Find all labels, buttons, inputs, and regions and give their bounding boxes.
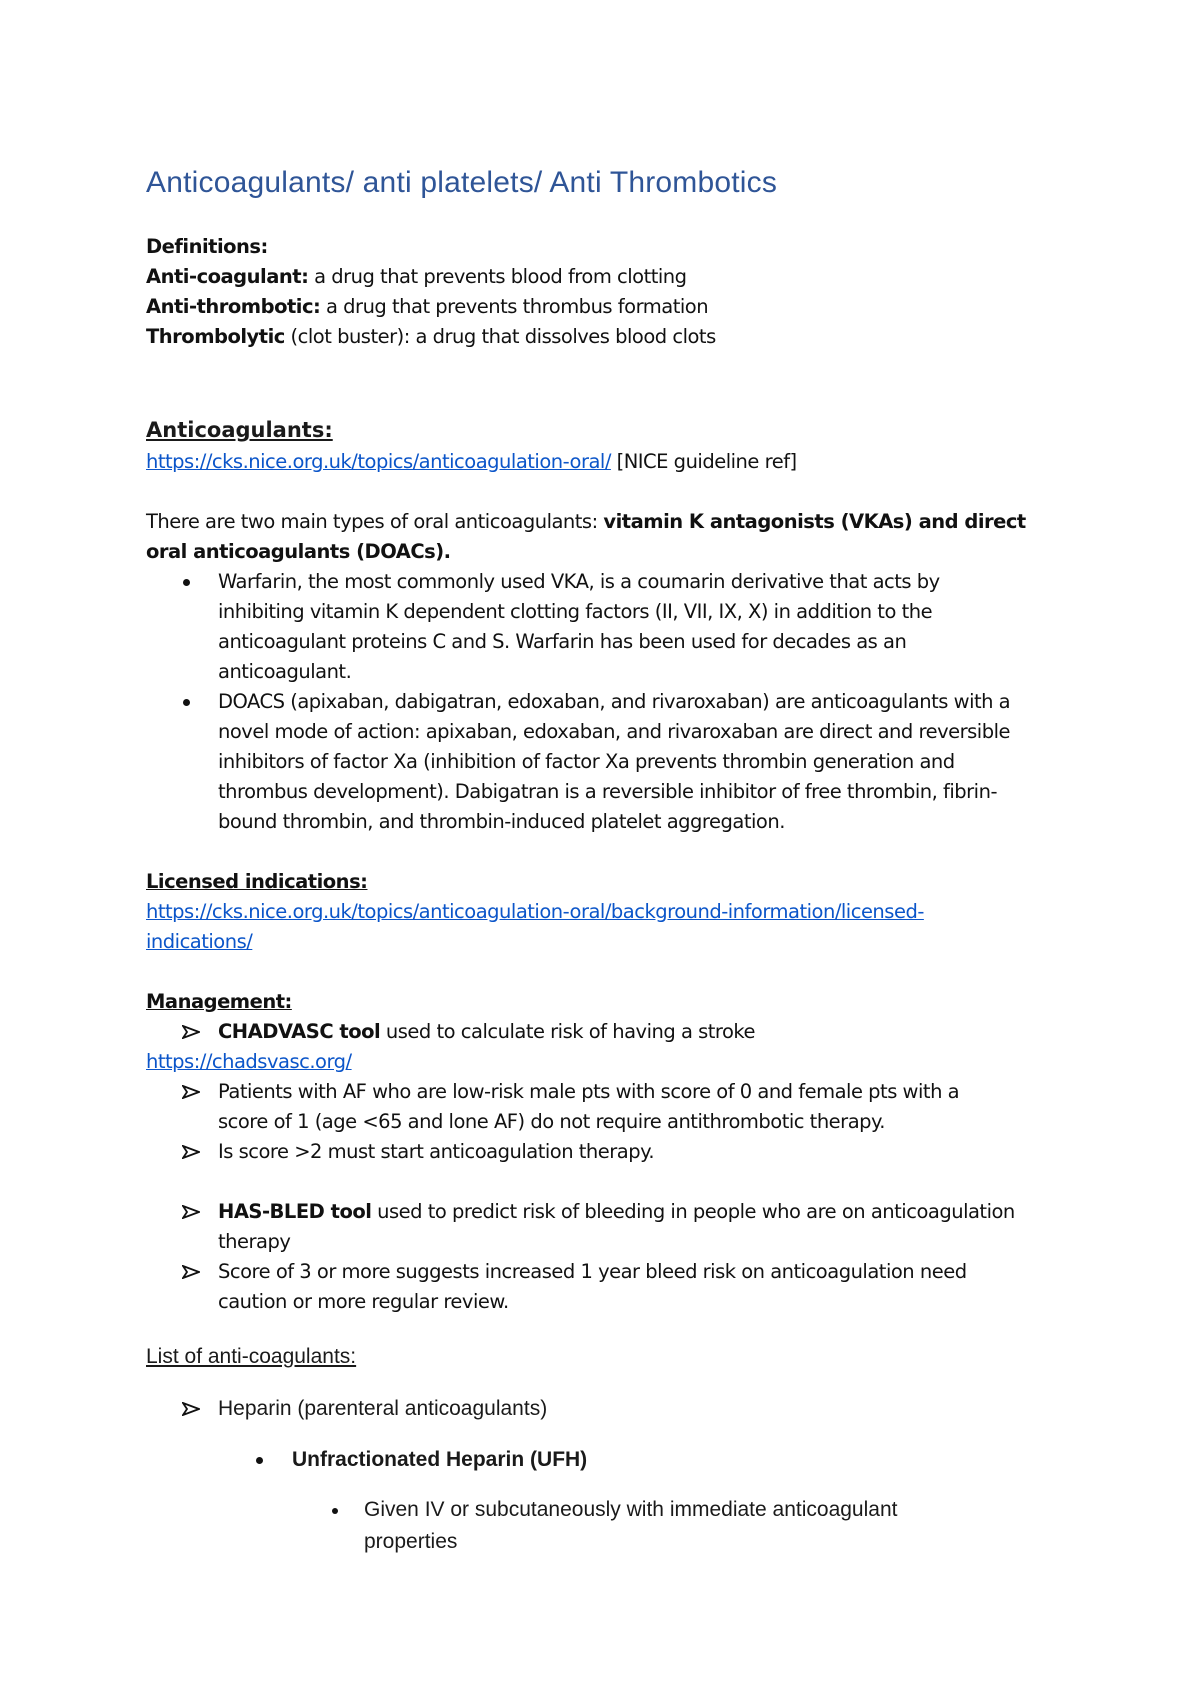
list-item-bleed-risk: Score of 3 or more suggests increased 1 year bleed risk on anticoagulation need caution or more regular review. <box>146 1257 1066 1317</box>
bullet-icon <box>332 1508 338 1514</box>
chadsvasc-link-line <box>146 1047 1066 1077</box>
arrow-bullet-icon <box>182 1265 200 1279</box>
warfarin-line: Warfarin, the most commonly used VKA, is a coumarin derivative that acts by <box>218 570 940 593</box>
licensed-link-line-2 <box>146 927 1066 957</box>
licensed-link-line-1 <box>146 897 1066 927</box>
list-item-heparin: Heparin (parenteral anticoagulants) <box>146 1392 1066 1425</box>
arrow-bullet-icon <box>182 1205 200 1219</box>
management-heading: Management: <box>146 990 292 1013</box>
list-item-ufh: Unfractionated Heparin (UFH) <box>146 1443 1066 1476</box>
anticoagulants-heading: Anticoagulants: <box>146 418 333 442</box>
anticoagulants-section <box>146 418 1066 442</box>
spacer <box>146 957 1066 987</box>
list-item-score-threshold: Is score >2 must start anticoagulation therapy. <box>146 1137 1066 1167</box>
spacer <box>146 477 1066 507</box>
ufh-item-block <box>146 1443 1066 1476</box>
bullet-icon <box>183 699 190 706</box>
licensed-indications-heading: Licensed indications: <box>146 870 368 893</box>
definition-thrombolytic: Thrombolytic (clot buster): a drug that dissolves blood clots <box>146 325 716 348</box>
intro-line-1: There are two main types of oral anticoagulants: vitamin K antagonists (VKAs) and direct <box>146 510 1026 533</box>
list-items <box>146 1392 1066 1425</box>
list-section <box>146 1345 1066 1369</box>
definitions-section <box>146 235 1066 352</box>
list-item-chadvasc: CHADVASC tool used to calculate risk of having a stroke <box>146 1017 1066 1047</box>
doacs-line: DOACS (apixaban, dabigatran, edoxaban, and rivaroxaban) are anticoagulants with a <box>218 690 1011 713</box>
spacer <box>146 1167 1066 1197</box>
licensed-indications-link[interactable]: https://cks.nice.org.uk/topics/anticoagulation-oral/background-information/licensed- <box>146 900 924 923</box>
arrow-bullet-icon <box>182 1145 200 1159</box>
arrow-bullet-icon <box>182 1025 200 1039</box>
doacs-line: inhibitors of factor Xa (inhibition of factor Xa prevents thrombin generation and <box>218 750 955 773</box>
doacs-line: novel mode of action: apixaban, edoxaban, and rivaroxaban are direct and reversible <box>218 720 1011 743</box>
list-item-ufh-point: Given IV or subcutaneously with immediate anticoagulant properties <box>146 1494 1066 1558</box>
chadsvasc-link[interactable]: https://chadsvasc.org/ <box>146 1050 352 1073</box>
definition-anticoagulant: Anti-coagulant: a drug that prevents blood from clotting <box>146 265 687 288</box>
spacer <box>146 837 1066 867</box>
bullet-icon <box>256 1457 263 1464</box>
warfarin-line: inhibiting vitamin K dependent clotting factors (II, VII, IX, X) in addition to the <box>218 600 933 623</box>
list-heading: List of anti-coagulants: <box>146 1345 357 1368</box>
nice-guideline-ref: [NICE guideline ref] <box>610 450 797 473</box>
arrow-bullet-icon <box>182 1402 200 1416</box>
warfarin-line: anticoagulant. <box>218 660 352 683</box>
licensed-indications-link-cont[interactable]: indications/ <box>146 930 253 953</box>
bullet-icon <box>183 579 190 586</box>
nice-guideline-link[interactable]: https://cks.nice.org.uk/topics/anticoagulation-oral/ <box>146 450 611 473</box>
definitions-heading: Definitions: <box>146 235 268 258</box>
list-item-warfarin <box>146 567 1066 687</box>
nice-link-line <box>146 447 1066 477</box>
list-item-doacs <box>146 687 1066 837</box>
ufh-point-block <box>146 1494 1066 1558</box>
arrow-bullet-icon <box>182 1085 200 1099</box>
warfarin-line: anticoagulant proteins C and S. Warfarin has been used for decades as an <box>218 630 907 653</box>
page-title: Anticoagulants/ anti platelets/ Anti Thrombotics <box>146 166 778 199</box>
list-item-low-risk: Patients with AF who are low-risk male pts with score of 0 and female pts with a score of 1 (age <65 and lone AF) do not require antithrombotic therapy. <box>146 1077 1066 1137</box>
intro-line-2: oral anticoagulants (DOACs). <box>146 540 451 563</box>
list-item-hasbled: HAS-BLED tool used to predict risk of bleeding in people who are on anticoagulation therapy <box>146 1197 1066 1257</box>
doacs-line: thrombus development). Dabigatran is a reversible inhibitor of free thrombin, fibrin- <box>218 780 997 803</box>
anticoagulants-body <box>146 447 1066 1317</box>
definition-antithrombotic: Anti-thrombotic: a drug that prevents thrombus formation <box>146 295 709 318</box>
doacs-line: bound thrombin, and thrombin-induced platelet aggregation. <box>218 810 785 833</box>
